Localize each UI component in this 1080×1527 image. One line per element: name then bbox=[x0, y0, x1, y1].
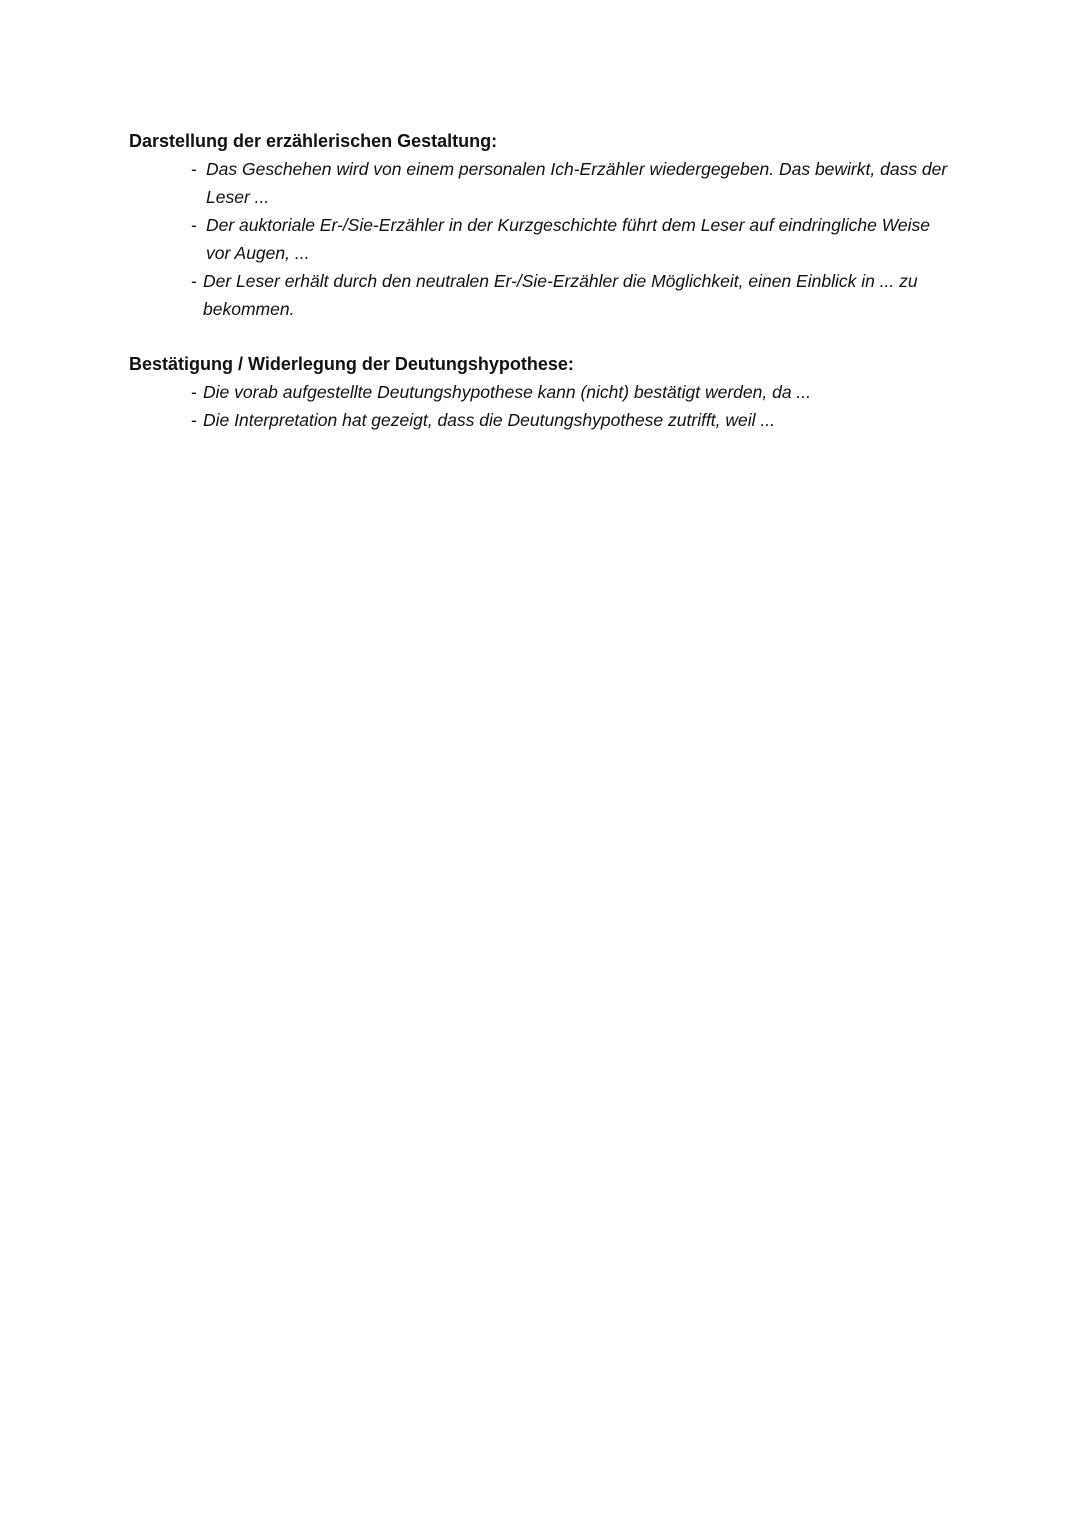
section-heading: Darstellung der erzählerischen Gestaltung: bbox=[129, 131, 498, 151]
list-item-text: Die Interpretation hat gezeigt, dass die Deutungshypothese zutrifft, weil ... bbox=[203, 410, 775, 430]
list-item-text: Der auktoriale Er-/Sie-Erzähler in der Kurzgeschichte führt dem Leser auf eindringliche Weise vor Augen, ... bbox=[206, 215, 931, 263]
section-erzaehlerische-gestaltung bbox=[129, 127, 959, 323]
bullet-dash: - bbox=[191, 215, 197, 235]
bullet-dash: - bbox=[191, 159, 197, 179]
bullet-list bbox=[129, 378, 959, 434]
list-item bbox=[129, 211, 959, 267]
section-deutungshypothese bbox=[129, 350, 959, 434]
list-item-text: Der Leser erhält durch den neutralen Er-/Sie-Erzähler die Möglichkeit, einen Einblick in ... zu bekommen. bbox=[203, 271, 918, 319]
bullet-dash: - bbox=[191, 271, 197, 291]
bullet-dash: - bbox=[191, 410, 197, 430]
list-item bbox=[129, 378, 959, 406]
list-item-text: Das Geschehen wird von einem personalen Ich-Erzähler wiedergegeben. Das bewirkt, dass der Leser ... bbox=[206, 159, 948, 207]
section-heading: Bestätigung / Widerlegung der Deutungshypothese: bbox=[129, 354, 574, 374]
bullet-list bbox=[129, 155, 959, 323]
list-item bbox=[129, 406, 959, 434]
bullet-dash: - bbox=[191, 382, 197, 402]
list-item bbox=[129, 267, 959, 323]
list-item-text: Die vorab aufgestellte Deutungshypothese kann (nicht) bestätigt werden, da ... bbox=[203, 382, 812, 402]
list-item bbox=[129, 155, 959, 211]
